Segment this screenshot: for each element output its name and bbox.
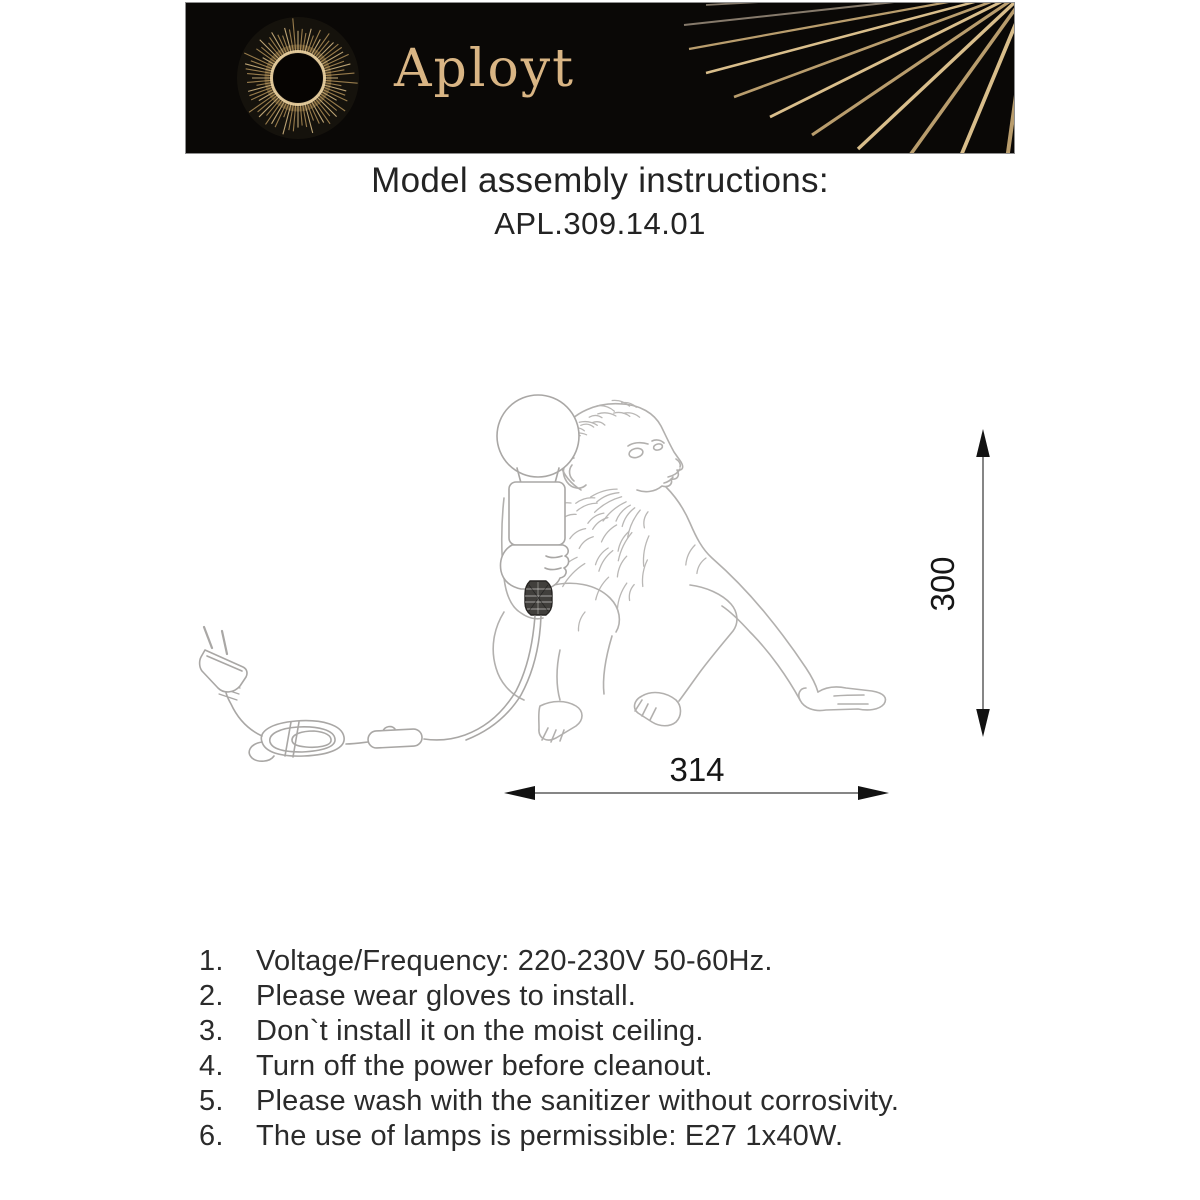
- item-text: Don`t install it on the moist ceiling.: [256, 1015, 704, 1047]
- page-title: Model assembly instructions:: [371, 161, 829, 200]
- width-dimension-label: 314: [669, 751, 725, 788]
- item-text: Turn off the power before cleanout.: [256, 1050, 713, 1082]
- item-text: The use of lamps is permissible: E27 1x40W.: [256, 1120, 844, 1152]
- width-dimension: [504, 751, 889, 800]
- list-item: [199, 1119, 899, 1154]
- height-dimension-label: 300: [924, 556, 961, 612]
- cord-connector-drawing: [525, 581, 552, 615]
- item-number: 1.: [199, 945, 224, 977]
- cord-coil-drawing: [249, 721, 344, 762]
- model-number: APL.309.14.01: [494, 206, 706, 242]
- instructions-list: [199, 944, 899, 1154]
- item-text: Please wash with the sanitizer without corrosivity.: [256, 1085, 900, 1117]
- item-text: Please wear gloves to install.: [256, 980, 636, 1012]
- brand-logo-text: Aployt: [394, 39, 576, 99]
- list-item: [199, 944, 899, 979]
- item-number: 6.: [199, 1120, 224, 1152]
- item-number: 5.: [199, 1085, 224, 1117]
- power-cord-drawing: [200, 616, 541, 761]
- item-text: Voltage/Frequency: 220-230V 50-60Hz.: [256, 945, 773, 977]
- list-item: [199, 1049, 899, 1084]
- lamp-bulb-drawing: [497, 395, 579, 589]
- list-item: [199, 1014, 899, 1049]
- list-item: [199, 1084, 899, 1119]
- list-item: [199, 979, 899, 1014]
- item-number: 2.: [199, 980, 224, 1012]
- height-dimension: [924, 429, 990, 737]
- inline-switch-drawing: [368, 727, 423, 749]
- lamp-socket: [509, 482, 565, 545]
- item-number: 3.: [199, 1015, 224, 1047]
- item-number: 4.: [199, 1050, 224, 1082]
- plug-drawing: [200, 627, 247, 700]
